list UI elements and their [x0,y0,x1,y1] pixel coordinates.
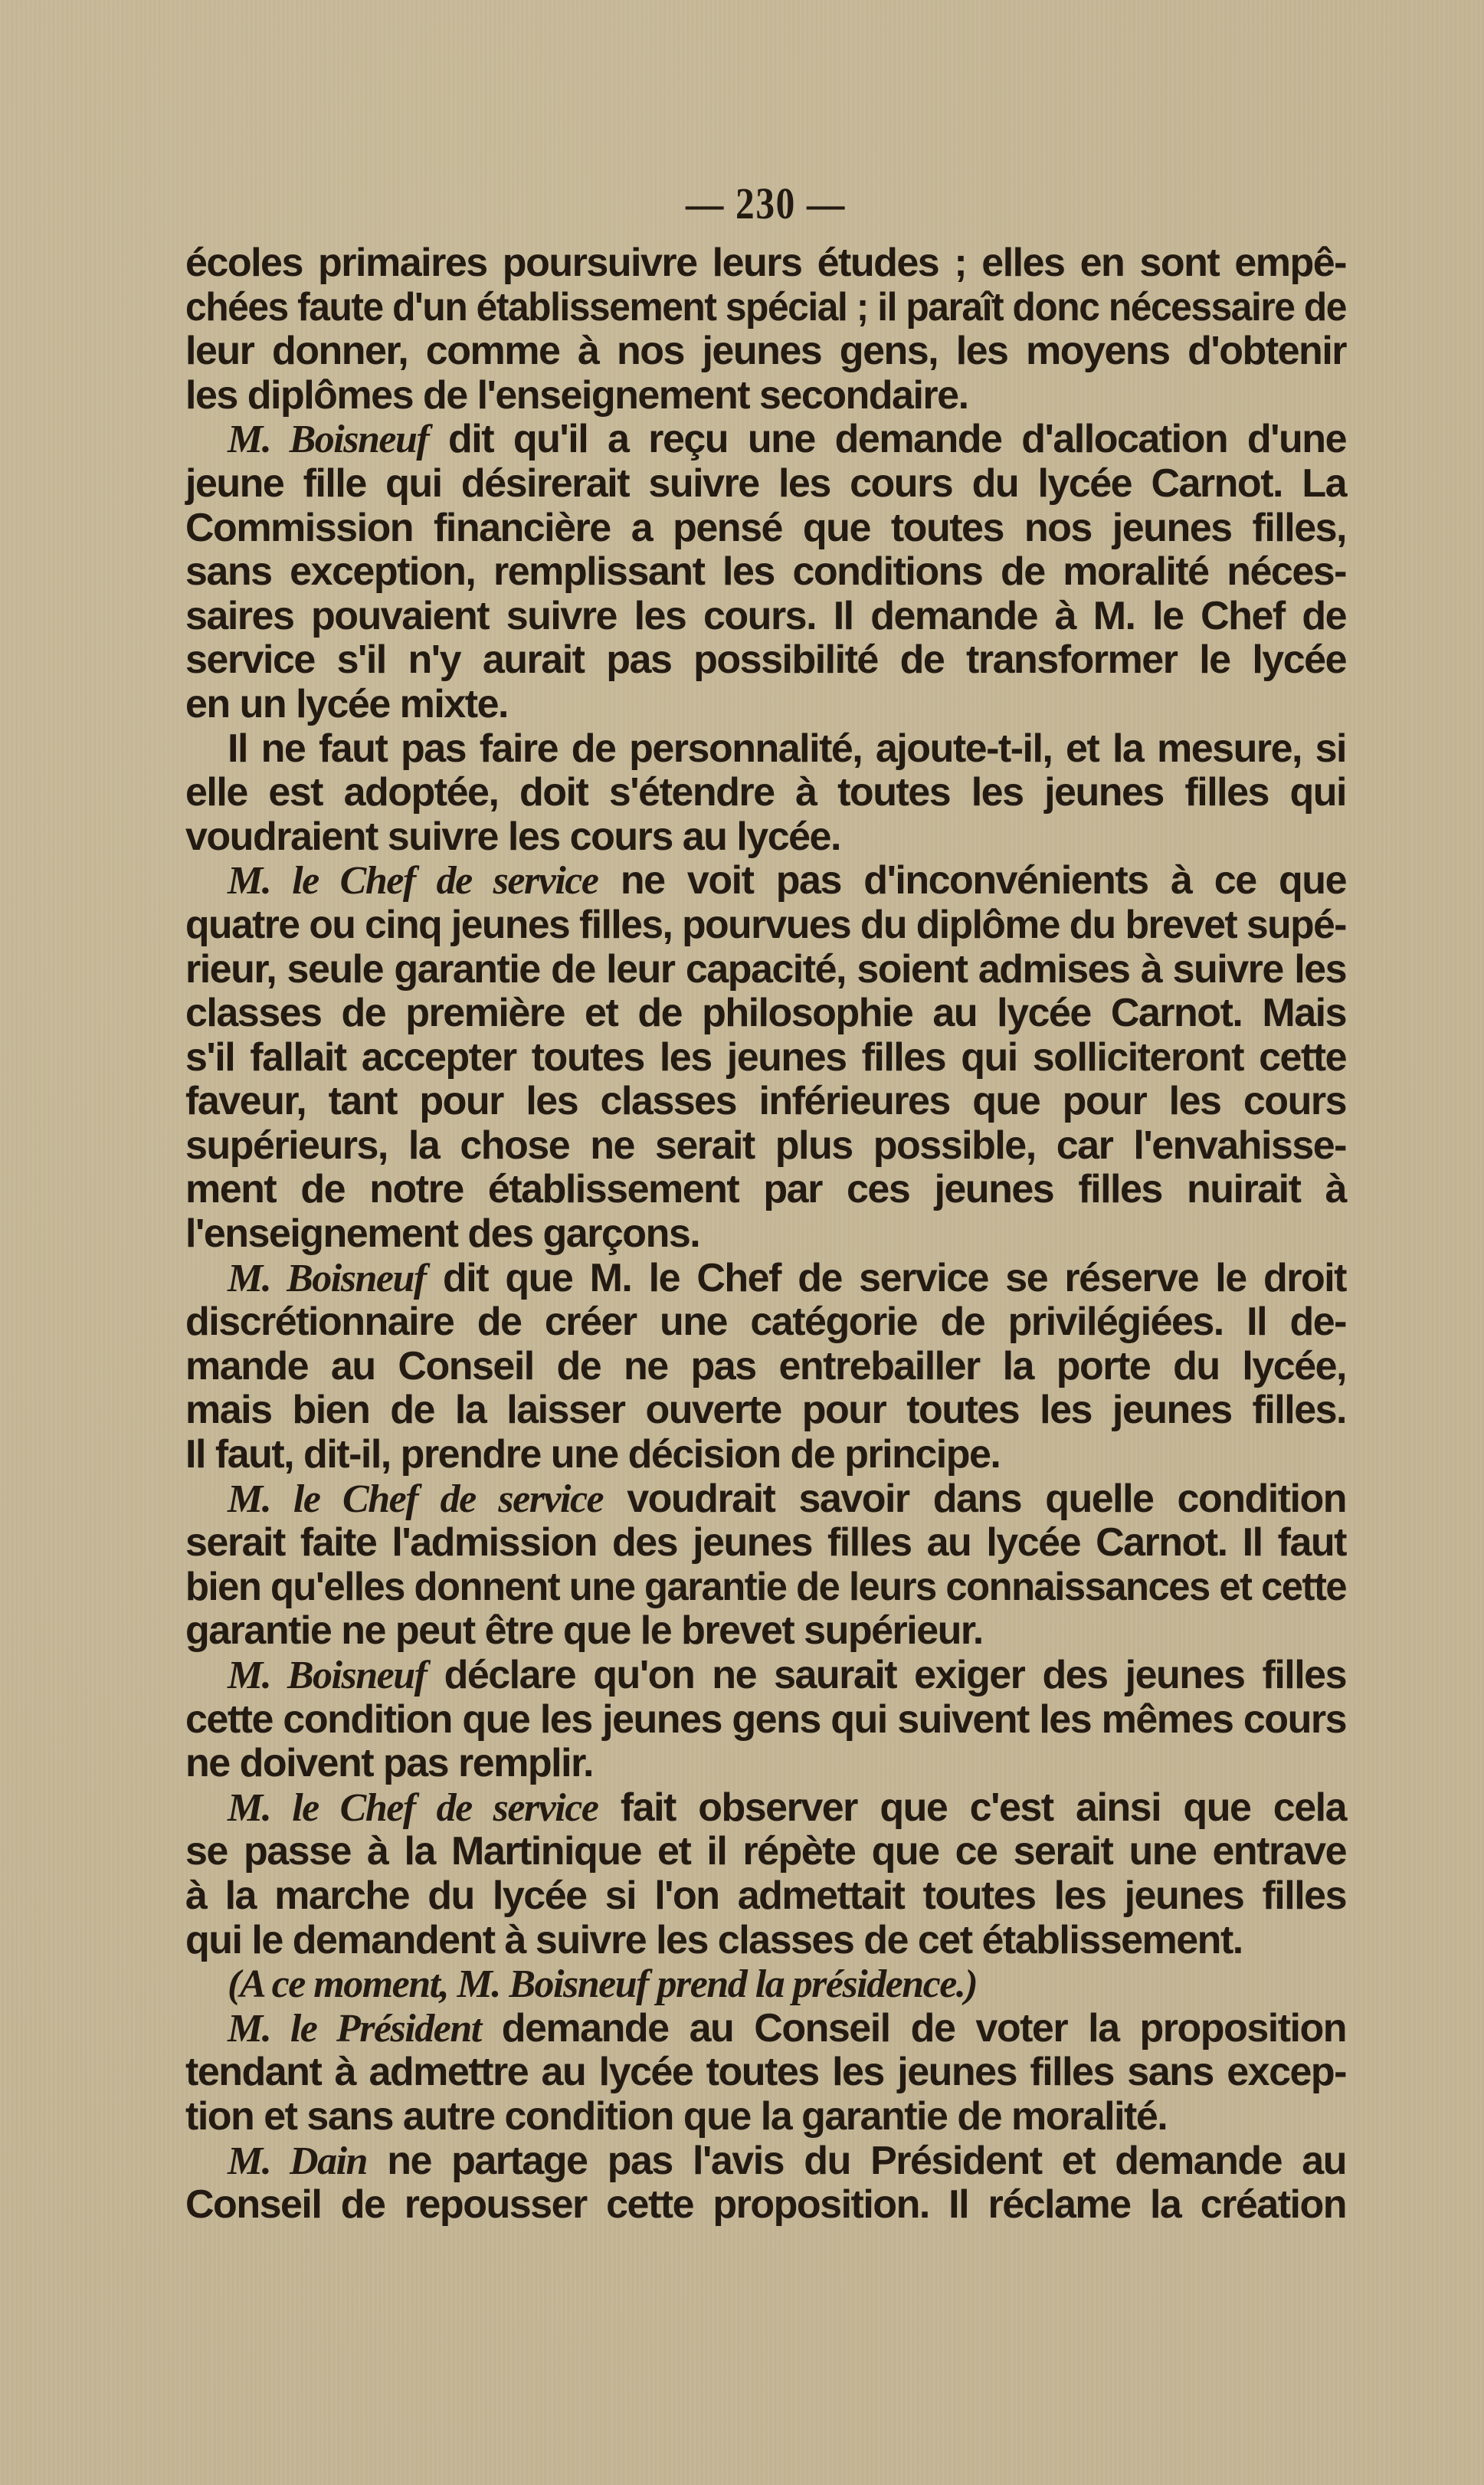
paragraph-dain [185,2139,1346,2228]
text-line: l'enseignement des garçons. [185,1211,700,1257]
text-line: M. Dain ne partage pas l'avis du Président et demande au [228,2138,1346,2183]
text-line: Il ne faut pas faire de personnalité, ajoute-t-il, et la mesure, si [228,726,1346,771]
speaker-name: M. le Chef de service [228,859,598,903]
text-line: elle est adoptée, doit s'étendre à toutes les jeunes filles qui [185,770,1346,815]
paragraph-chef-condition [185,1477,1346,1654]
paragraph-chef-martinique [185,1786,1346,1962]
text-line: Conseil de repousser cette proposition. Il réclame la création [185,2182,1346,2228]
paragraph-personnalite [185,727,1346,860]
text-line: saires pouvaient suivre les cours. Il demande à M. le Chef de [185,593,1346,638]
text-line: cette condition que les jeunes gens qui suivent les mêmes cours [185,1697,1346,1742]
speaker-name: M. le Chef de service [228,1477,604,1521]
text-line: faveur, tant pour les classes inférieures que pour les cours [185,1079,1346,1124]
text-line: leur donner, comme à nos jeunes gens, les moyens d'obtenir [185,329,1346,374]
text-line: M. le Chef de service fait observer que c'est ainsi que cela [228,1785,1346,1830]
paragraph-aside-presidence [185,1962,1346,2007]
text-line: M. Boisneuf dit qu'il a reçu une demande d'allocation d'une [228,417,1346,462]
text-line: s'il fallait accepter toutes les jeunes filles qui solliciteront cette [185,1034,1346,1080]
page-number: — 230 — [685,179,847,228]
text-line: voudraient suivre les cours au lycée. [185,814,840,859]
text-line: M. le Chef de service voudrait savoir dans quelle condition [228,1476,1346,1521]
text-line: Commission financière a pensé que toutes nos jeunes filles, [185,505,1346,550]
text-line: M. Boisneuf déclare qu'on ne saurait exiger des jeunes filles [228,1653,1346,1697]
body-text [185,241,1346,2228]
speaker-name: M. Boisneuf [228,1654,427,1697]
text-line: discrétionnaire de créer une catégorie de privilégiées. Il de- [185,1300,1346,1345]
speaker-name: M. Boisneuf [228,1256,426,1300]
text-line [185,1962,1346,2007]
text-line: M. le Chef de service ne voit pas d'inconvénients à ce que [228,858,1346,903]
paragraph-continuation [185,241,1346,418]
text-line: tendant à admettre au lycée toutes les jeunes filles sans excep- [185,2050,1346,2095]
text-line: bien qu'elles donnent une garantie de leurs connaissances et cette [185,1564,1347,1609]
text-line: jeune fille qui désirerait suivre les cours du lycée Carnot. La [185,461,1346,506]
text-line: en un lycée mixte. [185,681,508,726]
stage-direction: (A ce moment, M. Boisneuf prend la présidence.) [228,1962,978,2007]
paragraph-boisneuf-declare [185,1654,1346,1786]
text-line: mais bien de la laisser ouverte pour toutes les jeunes filles. [185,1388,1346,1433]
text-line: ment de notre établissement par ces jeunes filles nuirait à [185,1167,1346,1212]
text-line: garantie ne peut être que le brevet supérieur. [185,1608,983,1654]
text-line: se passe à la Martinique et il répète que ce serait une entrave [185,1829,1346,1874]
speaker-name: M. le Président [228,2006,481,2051]
speaker-name: M. Boisneuf [228,418,429,462]
text-line: classes de première et de philosophie au lycée Carnot. Mais [185,991,1346,1036]
text-line: chées faute d'un établissement spécial ; il paraît donc nécessaire de [185,284,1347,329]
text-line: M. Boisneuf dit que M. le Chef de service se réserve le droit [228,1255,1346,1300]
paragraph-boisneuf-allocation [185,418,1346,726]
text-line: écoles primaires poursuivre leurs études ; elles en sont empê- [185,241,1346,285]
text-line: qui le demandent à suivre les classes de cet établissement. [185,1917,1243,1962]
text-line: mande au Conseil de ne pas entrebailler la porte du lycée, [185,1343,1346,1388]
speaker-name: M. Dain [228,2139,367,2183]
text-line: les diplômes de l'enseignement secondaire. [185,372,968,418]
text-line: sans exception, remplissant les conditions de moralité néces- [185,549,1346,595]
text-line: supérieurs, la chose ne serait plus possible, car l'envahisse- [185,1123,1346,1168]
speaker-name: M. le Chef de service [228,1785,598,1830]
paragraph-president-proposition [185,2007,1346,2139]
text-line: rieur, seule garantie de leur capacité, soient admises à suivre les [185,946,1346,992]
text-line: M. le Président demande au Conseil de voter la proposition [228,2005,1346,2051]
paragraph-boisneuf-droit [185,1257,1346,1477]
paragraph-chef-inconvenients [185,859,1346,1256]
text-line: tion et sans autre condition que la garantie de moralité. [185,2093,1168,2139]
text-line: serait faite l'admission des jeunes filles au lycée Carnot. Il faut [185,1520,1346,1565]
text-line: quatre ou cinq jeunes filles, pourvues du diplôme du brevet supé- [185,902,1346,947]
text-line: service s'il n'y aurait pas possibilité de transformer le lycée [185,638,1346,683]
text-line: Il faut, dit-il, prendre une décision de principe. [185,1432,1001,1477]
text-line: ne doivent pas remplir. [185,1741,593,1786]
text-line: à la marche du lycée si l'on admettait toutes les jeunes filles [185,1873,1346,1918]
